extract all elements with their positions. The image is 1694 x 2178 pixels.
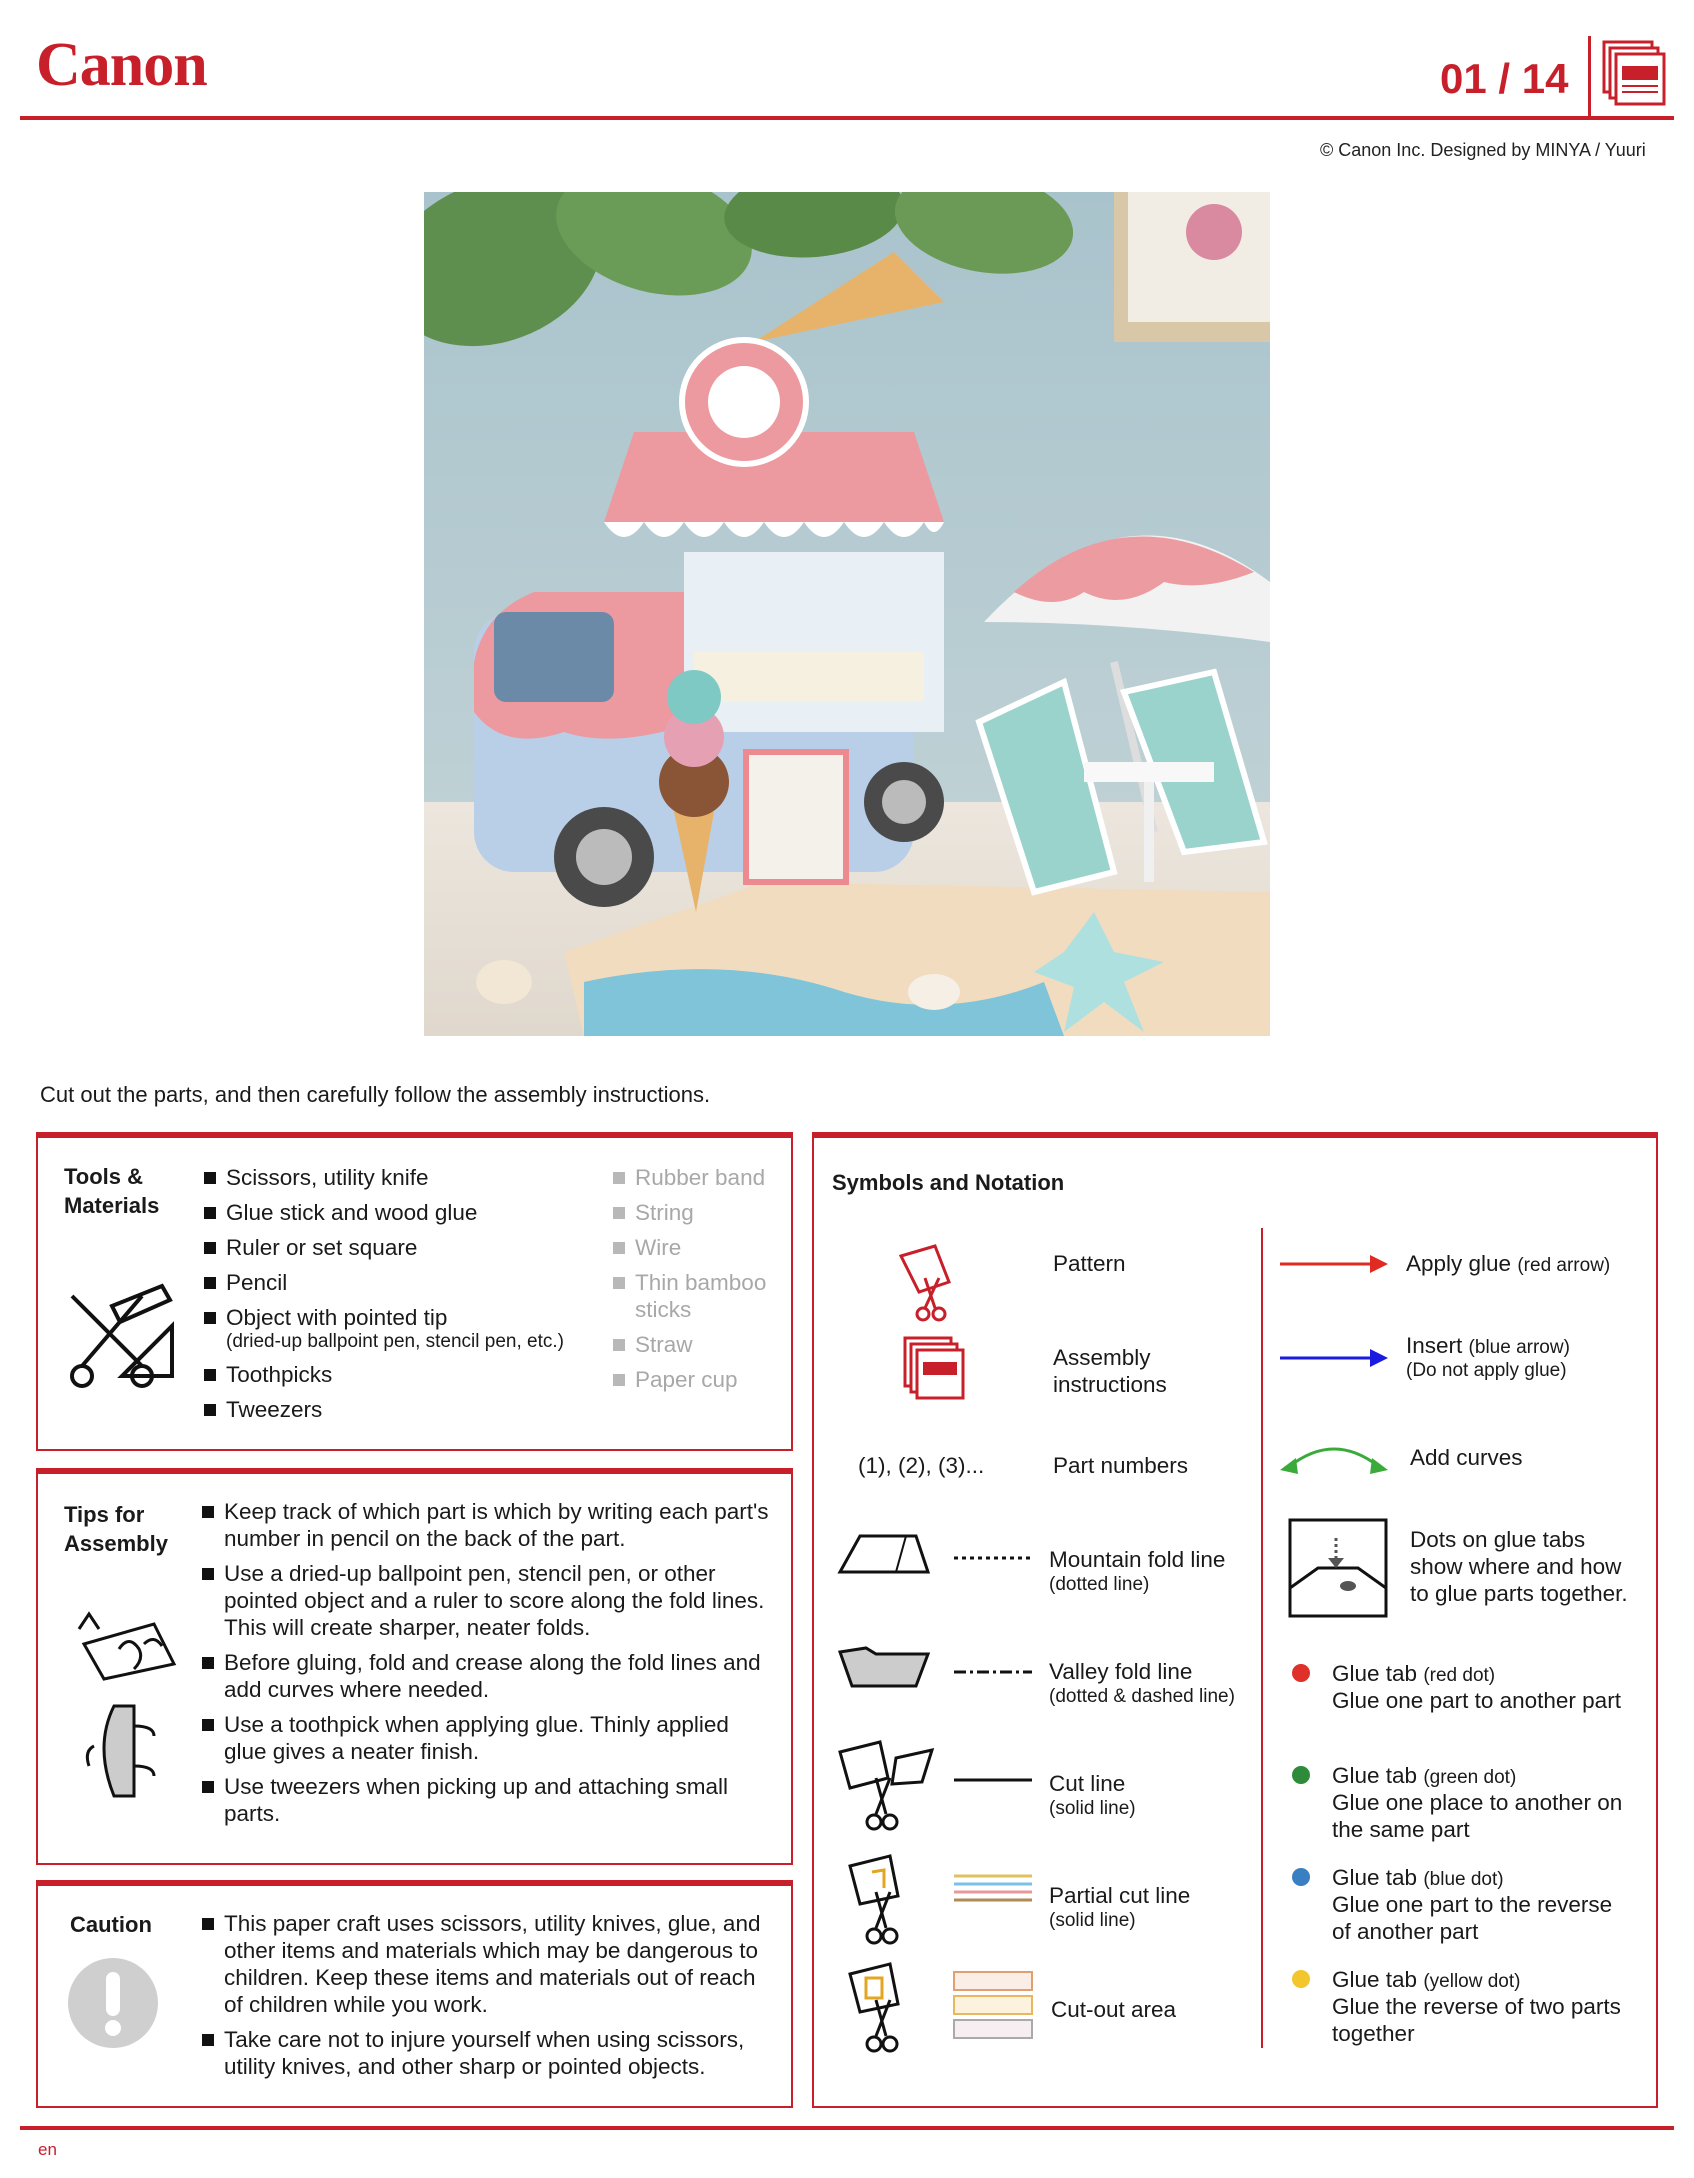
red-dot-icon	[1292, 1664, 1310, 1682]
valley-fold-label: Valley fold line (dotted & dashed line)	[1049, 1659, 1235, 1707]
mountain-fold-icon	[836, 1528, 1036, 1578]
glue-tab-dots-label: Dots on glue tabs show where and how to glue parts together.	[1410, 1527, 1628, 1606]
intro-text: Cut out the parts, and then carefully follow the assembly instructions.	[40, 1082, 711, 1107]
cut-out-area-icon	[836, 1960, 1036, 2060]
folding-hands-icon	[74, 1696, 174, 1806]
optional-tool-item: Straw	[613, 1331, 783, 1358]
assembly-instructions-label: Assembly instructions	[1053, 1345, 1167, 1397]
red-arrow-icon	[1278, 1252, 1390, 1276]
tools-list	[204, 1164, 634, 1431]
partial-cut-icon	[836, 1852, 1036, 1952]
canon-logo: Canon	[36, 31, 207, 99]
glue-tab-blue-label: Glue tab (blue dot) Glue one part to the reverse of another part	[1332, 1865, 1613, 1944]
blue-arrow-icon	[1278, 1346, 1390, 1370]
caution-item: Take care not to injure yourself when using scissors, utility knives, and other sharp or pointed objects.	[202, 2026, 772, 2080]
blue-dot-icon	[1292, 1868, 1310, 1886]
header-divider	[1588, 36, 1591, 118]
tool-item: Scissors, utility knife	[204, 1164, 634, 1191]
optional-tool-item: Thin bamboo sticks	[613, 1269, 783, 1323]
tip-item: Keep track of which part is which by writing each part's number in pencil on the back of the part.	[202, 1498, 772, 1552]
optional-tools-list	[613, 1164, 783, 1401]
pattern-label: Pattern	[1053, 1251, 1126, 1276]
cut-line-label: Cut line (solid line)	[1049, 1771, 1136, 1819]
tip-item: Use tweezers when picking up and attaching small parts.	[202, 1773, 772, 1827]
tips-box	[36, 1468, 793, 1865]
glue-tab-red-label: Glue tab (red dot) Glue one part to another part	[1332, 1661, 1621, 1713]
tool-item-note: (dried-up ballpoint pen, stencil pen, etc.)	[226, 1331, 564, 1352]
footer-rule	[20, 2126, 1674, 2130]
caution-box	[36, 1880, 793, 2108]
tip-item: Use a dried-up ballpoint pen, stencil pen, or other pointed object and a ruler to score along the fold lines. This will create sharper, neater folds.	[202, 1560, 772, 1641]
tips-title: Tips for Assembly	[64, 1502, 168, 1556]
tool-item: Tweezers	[204, 1396, 634, 1423]
scoring-hands-icon	[74, 1604, 184, 1684]
tool-item: Pencil	[204, 1269, 634, 1296]
add-curves-icon	[1278, 1436, 1390, 1476]
optional-tool-item: Rubber band	[613, 1164, 783, 1191]
mountain-fold-label: Mountain fold line (dotted line)	[1049, 1547, 1226, 1595]
tool-item: Object with pointed tip (dried-up ballpoint pen, stencil pen, etc.)	[204, 1304, 634, 1353]
partial-cut-label: Partial cut line (solid line)	[1049, 1883, 1191, 1931]
part-numbers-label: Part numbers	[1053, 1453, 1189, 1478]
optional-tool-item: String	[613, 1199, 783, 1226]
tips-list	[202, 1498, 772, 1835]
page-number: 01 / 14	[1440, 55, 1569, 102]
copyright-credit: © Canon Inc. Designed by MINYA / Yuuri	[1320, 140, 1646, 160]
part-numbers-example: (1), (2), (3)...	[858, 1453, 985, 1478]
glue-tab-dots-icon	[1288, 1518, 1388, 1618]
valley-fold-icon	[836, 1642, 1036, 1692]
tool-item: Ruler or set square	[204, 1234, 634, 1261]
warning-icon	[66, 1956, 160, 2050]
symbols-title: Symbols and Notation	[832, 1170, 1065, 1195]
tool-item: Toothpicks	[204, 1361, 634, 1388]
tools-title: Tools & Materials	[64, 1164, 160, 1218]
caution-title: Caution	[70, 1912, 152, 1937]
assembly-instructions-symbol-icon	[902, 1336, 968, 1402]
cut-out-area-label: Cut-out area	[1051, 1997, 1177, 2022]
tip-item: Use a toothpick when applying glue. Thinly applied glue gives a neater finish.	[202, 1711, 772, 1765]
optional-tool-item: Wire	[613, 1234, 783, 1261]
assembly-instructions-icon[interactable]	[1602, 40, 1666, 106]
pattern-icon	[895, 1242, 965, 1322]
symbols-divider	[1261, 1228, 1263, 2048]
tip-item: Before gluing, fold and crease along the fold lines and add curves where needed.	[202, 1649, 772, 1703]
glue-tab-green-label: Glue tab (green dot) Glue one place to another on the same part	[1332, 1763, 1623, 1842]
apply-glue-label: Apply glue (red arrow)	[1406, 1251, 1611, 1276]
insert-label: Insert (blue arrow) (Do not apply glue)	[1406, 1333, 1570, 1381]
yellow-dot-icon	[1292, 1970, 1310, 1988]
cut-line-icon	[836, 1738, 1036, 1838]
optional-tool-item: Paper cup	[613, 1366, 783, 1393]
tools-icon	[52, 1266, 182, 1396]
tools-materials-box	[36, 1132, 793, 1451]
language-code: en	[38, 2140, 57, 2159]
header-rule	[20, 116, 1674, 120]
add-curves-label: Add curves	[1410, 1445, 1523, 1470]
caution-list	[202, 1910, 772, 2088]
hero-photo	[424, 192, 1270, 1036]
green-dot-icon	[1292, 1766, 1310, 1784]
tool-item: Glue stick and wood glue	[204, 1199, 634, 1226]
glue-tab-yellow-label: Glue tab (yellow dot) Glue the reverse of two parts together	[1332, 1967, 1621, 2046]
caution-item: This paper craft uses scissors, utility knives, glue, and other items and materials which may be dangerous to children. Keep these items and materials out of reach of children while you work.	[202, 1910, 772, 2018]
